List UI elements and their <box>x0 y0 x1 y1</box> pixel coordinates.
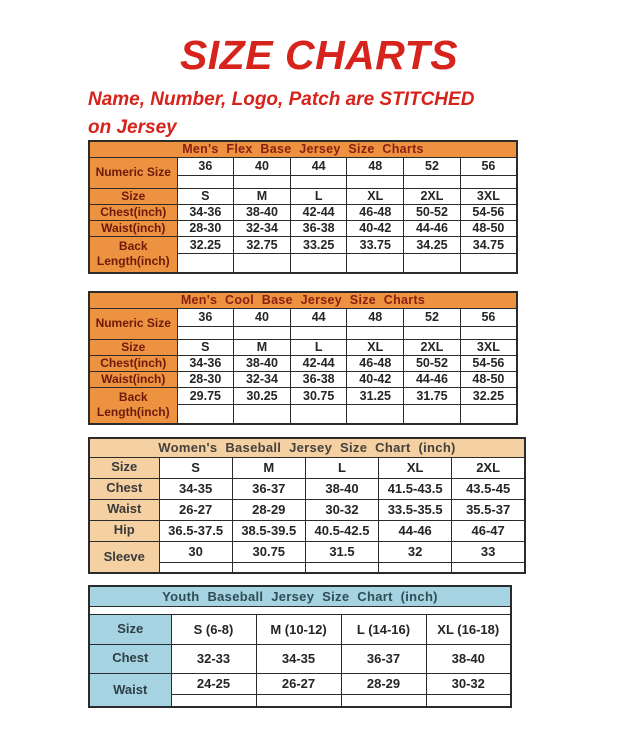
empty-cell <box>347 253 404 273</box>
empty-cell <box>460 253 517 273</box>
value-cell: 34-36 <box>177 355 234 371</box>
value-cell: 46-47 <box>452 520 525 541</box>
value-cell: 34-35 <box>159 478 232 499</box>
value-cell: 30-32 <box>426 673 511 694</box>
empty-cell <box>234 253 291 273</box>
row-label: Size <box>89 614 171 644</box>
value-cell: 36-37 <box>341 644 426 673</box>
value-cell: M (10-12) <box>256 614 341 644</box>
value-cell: 56 <box>460 157 517 175</box>
value-cell: 32-33 <box>171 644 256 673</box>
row-label: Size <box>89 457 159 478</box>
row-label: Sleeve <box>89 541 159 573</box>
mens-flex-base-table-wrap <box>88 140 518 274</box>
value-cell: 36 <box>177 308 234 326</box>
value-cell: 38-40 <box>234 204 291 220</box>
row-label: Size <box>89 339 177 355</box>
empty-cell <box>404 404 461 424</box>
value-cell: 30.25 <box>234 387 291 404</box>
value-cell: 32 <box>379 541 452 562</box>
value-cell: 46-48 <box>347 355 404 371</box>
row-label: Back Length(inch) <box>89 236 177 273</box>
empty-cell <box>460 404 517 424</box>
empty-cell <box>404 326 461 339</box>
value-cell: S <box>177 188 234 204</box>
value-cell: 44-46 <box>379 520 452 541</box>
value-cell: M <box>232 457 305 478</box>
value-cell: 42-44 <box>290 204 347 220</box>
value-cell: 28-30 <box>177 220 234 236</box>
value-cell: XL <box>379 457 452 478</box>
value-cell: 2XL <box>404 339 461 355</box>
value-cell: 40-42 <box>347 220 404 236</box>
value-cell: 32.25 <box>460 387 517 404</box>
empty-cell <box>177 326 234 339</box>
value-cell: 50-52 <box>404 204 461 220</box>
row-label: Waist <box>89 499 159 520</box>
empty-cell <box>460 326 517 339</box>
empty-cell <box>347 175 404 188</box>
value-cell: XL <box>347 188 404 204</box>
page-subtitle <box>88 86 558 141</box>
value-cell: 38-40 <box>305 478 378 499</box>
empty-cell <box>404 253 461 273</box>
value-cell: 40 <box>234 157 291 175</box>
value-cell: 46-48 <box>347 204 404 220</box>
value-cell: S <box>159 457 232 478</box>
value-cell: 30 <box>159 541 232 562</box>
subtitle-line-1: Name, Number, Logo, Patch are STITCHED <box>88 89 475 110</box>
value-cell: XL (16-18) <box>426 614 511 644</box>
row-label: Size <box>89 188 177 204</box>
value-cell: L <box>305 457 378 478</box>
value-cell: 48-50 <box>460 371 517 387</box>
value-cell: L <box>290 339 347 355</box>
row-label: Waist(inch) <box>89 220 177 236</box>
value-cell: 36-37 <box>232 478 305 499</box>
row-label: Hip <box>89 520 159 541</box>
value-cell: 32.25 <box>177 236 234 253</box>
value-cell: 38.5-39.5 <box>232 520 305 541</box>
value-cell: 34-36 <box>177 204 234 220</box>
value-cell: 33 <box>452 541 525 562</box>
value-cell: 26-27 <box>256 673 341 694</box>
value-cell: 29.75 <box>177 387 234 404</box>
empty-cell <box>460 175 517 188</box>
value-cell: 3XL <box>460 188 517 204</box>
empty-cell <box>341 694 426 707</box>
value-cell: 2XL <box>452 457 525 478</box>
value-cell: S <box>177 339 234 355</box>
value-cell: S (6-8) <box>171 614 256 644</box>
value-cell: 31.25 <box>347 387 404 404</box>
value-cell: 26-27 <box>159 499 232 520</box>
value-cell: 33.25 <box>290 236 347 253</box>
mens-cool-base-size-table <box>88 291 518 425</box>
value-cell: M <box>234 188 291 204</box>
row-label: Waist <box>89 673 171 707</box>
value-cell: 56 <box>460 308 517 326</box>
table-title: Men's Flex Base Jersey Size Charts <box>89 141 517 157</box>
value-cell: 36.5-37.5 <box>159 520 232 541</box>
womens-baseball-size-table <box>88 437 526 574</box>
value-cell: 48 <box>347 157 404 175</box>
value-cell: 3XL <box>460 339 517 355</box>
value-cell: M <box>234 339 291 355</box>
empty-cell <box>159 562 232 573</box>
empty-cell <box>305 562 378 573</box>
table-title: Women's Baseball Jersey Size Chart (inch) <box>89 438 525 457</box>
empty-cell <box>452 562 525 573</box>
gap-row <box>89 606 511 614</box>
empty-cell <box>426 694 511 707</box>
value-cell: 34.75 <box>460 236 517 253</box>
empty-cell <box>177 175 234 188</box>
value-cell: 2XL <box>404 188 461 204</box>
empty-cell <box>347 404 404 424</box>
table-title: Youth Baseball Jersey Size Chart (inch) <box>89 586 511 606</box>
row-label: Chest(inch) <box>89 204 177 220</box>
empty-cell <box>347 326 404 339</box>
value-cell: 32-34 <box>234 220 291 236</box>
value-cell: 32-34 <box>234 371 291 387</box>
empty-cell <box>290 404 347 424</box>
value-cell: 43.5-45 <box>452 478 525 499</box>
subtitle-line-2: on Jersey <box>88 116 177 138</box>
value-cell: 36-38 <box>290 371 347 387</box>
value-cell: 40-42 <box>347 371 404 387</box>
value-cell: 38-40 <box>234 355 291 371</box>
value-cell: 48-50 <box>460 220 517 236</box>
row-label: Chest <box>89 478 159 499</box>
value-cell: 50-52 <box>404 355 461 371</box>
value-cell: 36 <box>177 157 234 175</box>
value-cell: 24-25 <box>171 673 256 694</box>
value-cell: 48 <box>347 308 404 326</box>
empty-cell <box>379 562 452 573</box>
empty-cell <box>290 326 347 339</box>
value-cell: 31.5 <box>305 541 378 562</box>
value-cell: 30.75 <box>290 387 347 404</box>
value-cell: 36-38 <box>290 220 347 236</box>
value-cell: XL <box>347 339 404 355</box>
empty-cell <box>177 404 234 424</box>
table-title: Men's Cool Base Jersey Size Charts <box>89 292 517 308</box>
row-label: Chest(inch) <box>89 355 177 371</box>
value-cell: 44 <box>290 308 347 326</box>
value-cell: 44 <box>290 157 347 175</box>
value-cell: 33.75 <box>347 236 404 253</box>
empty-cell <box>171 694 256 707</box>
value-cell: 33.5-35.5 <box>379 499 452 520</box>
empty-cell <box>404 175 461 188</box>
page-title: SIZE CHARTS <box>179 32 459 78</box>
value-cell: 52 <box>404 157 461 175</box>
row-label: Numeric Size <box>89 157 177 188</box>
row-label: Numeric Size <box>89 308 177 339</box>
row-label: Chest <box>89 644 171 673</box>
youth-baseball-table-wrap <box>88 585 512 708</box>
value-cell: 44-46 <box>404 220 461 236</box>
value-cell: 38-40 <box>426 644 511 673</box>
empty-cell <box>234 326 291 339</box>
mens-cool-base-table-wrap <box>88 291 518 425</box>
value-cell: L (14-16) <box>341 614 426 644</box>
value-cell: 35.5-37 <box>452 499 525 520</box>
empty-cell <box>290 253 347 273</box>
value-cell: 40 <box>234 308 291 326</box>
row-label: Waist(inch) <box>89 371 177 387</box>
empty-cell <box>232 562 305 573</box>
value-cell: 44-46 <box>404 371 461 387</box>
value-cell: 42-44 <box>290 355 347 371</box>
value-cell: 28-29 <box>232 499 305 520</box>
value-cell: 40.5-42.5 <box>305 520 378 541</box>
value-cell: 31.75 <box>404 387 461 404</box>
empty-cell <box>234 175 291 188</box>
value-cell: 28-30 <box>177 371 234 387</box>
empty-cell <box>234 404 291 424</box>
value-cell: 41.5-43.5 <box>379 478 452 499</box>
value-cell: 34.25 <box>404 236 461 253</box>
value-cell: 30-32 <box>305 499 378 520</box>
empty-cell <box>177 253 234 273</box>
empty-cell <box>256 694 341 707</box>
value-cell: L <box>290 188 347 204</box>
womens-baseball-table-wrap <box>88 437 526 574</box>
empty-cell <box>290 175 347 188</box>
value-cell: 52 <box>404 308 461 326</box>
value-cell: 54-56 <box>460 355 517 371</box>
value-cell: 32.75 <box>234 236 291 253</box>
mens-flex-base-size-table <box>88 140 518 274</box>
row-label: Back Length(inch) <box>89 387 177 424</box>
value-cell: 30.75 <box>232 541 305 562</box>
youth-baseball-size-table <box>88 585 512 708</box>
value-cell: 54-56 <box>460 204 517 220</box>
value-cell: 34-35 <box>256 644 341 673</box>
value-cell: 28-29 <box>341 673 426 694</box>
